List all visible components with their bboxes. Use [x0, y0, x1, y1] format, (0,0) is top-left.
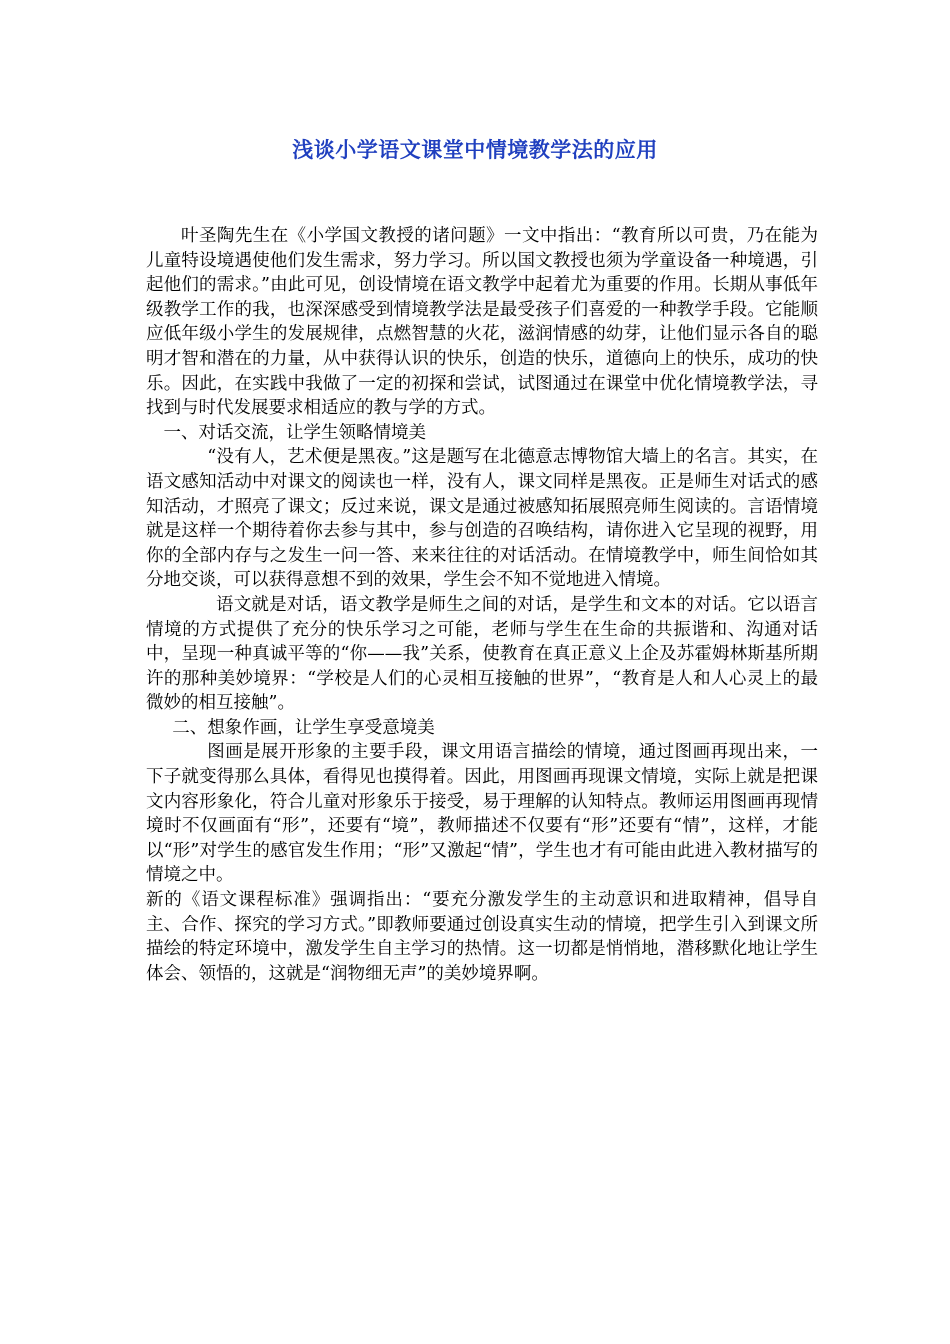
section-heading-1: 一、对话交流，让学生领略情境美: [163, 422, 426, 443]
paragraph-dialogue-2: 语文就是对话，语文教学是师生之间的对话，是学生和文本的对话。它以语言情境的方式提供了充分的快乐学习之可能，老师与学生在生命的共振谐和、沟通对话中，呈现一种真诚平等的“你——我”关系，使教育在真正意义上企及苏霍姆林斯基所期许的那种美妙境界：“学校是人们的心灵相互接触的世界”，“教育是人和人心灵上的最微妙的相互接触”。: [146, 594, 818, 714]
section-heading-2: 二、想象作画，让学生享受意境美: [172, 717, 435, 738]
paragraph-curriculum: 新的《语文课程标准》强调指出：“要充分激发学生的主动意识和进取精神，倡导自主、合作、探究的学习方式。”即教师要通过创设真实生动的情境，把学生引入到课文所描绘的特定环境中，激发学生自主学习的热情。这一切都是悄悄地，潜移默化地让学生体会、领悟的，这就是“润物细无声”的美妙境界啊。: [146, 890, 818, 984]
document-title: 浅谈小学语文课堂中情境教学法的应用: [292, 138, 658, 162]
paragraph-dialogue-1: “没有人，艺术便是黑夜。”这是题写在北德意志博物馆大墙上的名言。其实，在语文感知活动中对课文的阅读也一样，没有人，课文同样是黑夜。正是师生对话式的感知活动，才照亮了课文；反过来说，课文是通过被感知拓展照亮师生阅读的。言语情境就是这样一个期待着你去参与其中，参与创造的召唤结构，请你进入它呈现的视野，用你的全部内存与之发生一问一答、来来往往的对话活动。在情境教学中，师生间恰如其分地交谈，可以获得意想不到的效果，学生会不知不觉地进入情境。: [146, 447, 818, 591]
paragraph-intro: 叶圣陶先生在《小学国文教授的诸问题》一文中指出：“教育所以可贵，乃在能为儿童特设境遇使他们发生需求，努力学习。所以国文教授也须为学童设备一种境遇，引起他们的需求。”由此可见，创设情境在语文教学中起着尤为重要的作用。长期从事低年级教学工作的我，也深深感受到情境教学法是最受孩子们喜爱的一种教学手段。它能顺应低年级小学生的发展规律，点燃智慧的火花，滋润情感的幼芽，让他们显示各自的聪明才智和潜在的力量，从中获得认识的快乐，创造的快乐，道德向上的快乐，成功的快乐。因此，在实践中我做了一定的初探和尝试，试图通过在课堂中优化情境教学法，寻找到与时代发展要求相适应的教与学的方式。: [146, 226, 818, 419]
document-body: [146, 224, 818, 986]
paragraph-drawing: 图画是展开形象的主要手段，课文用语言描绘的情境，通过图画再现出来，一下子就变得那么具体，看得见也摸得着。因此，用图画再现课文情境，实际上就是把课文内容形象化，符合儿童对形象乐于接受，易于理解的认知特点。教师运用图画再现情境时不仅画面有“形”，还要有“境”，教师描述不仅要有“形”还要有“情”，这样，才能以“形”对学生的感官发生作用；“形”又激起“情”，学生也才有可能由此进入教材描写的情境之中。: [146, 742, 818, 886]
